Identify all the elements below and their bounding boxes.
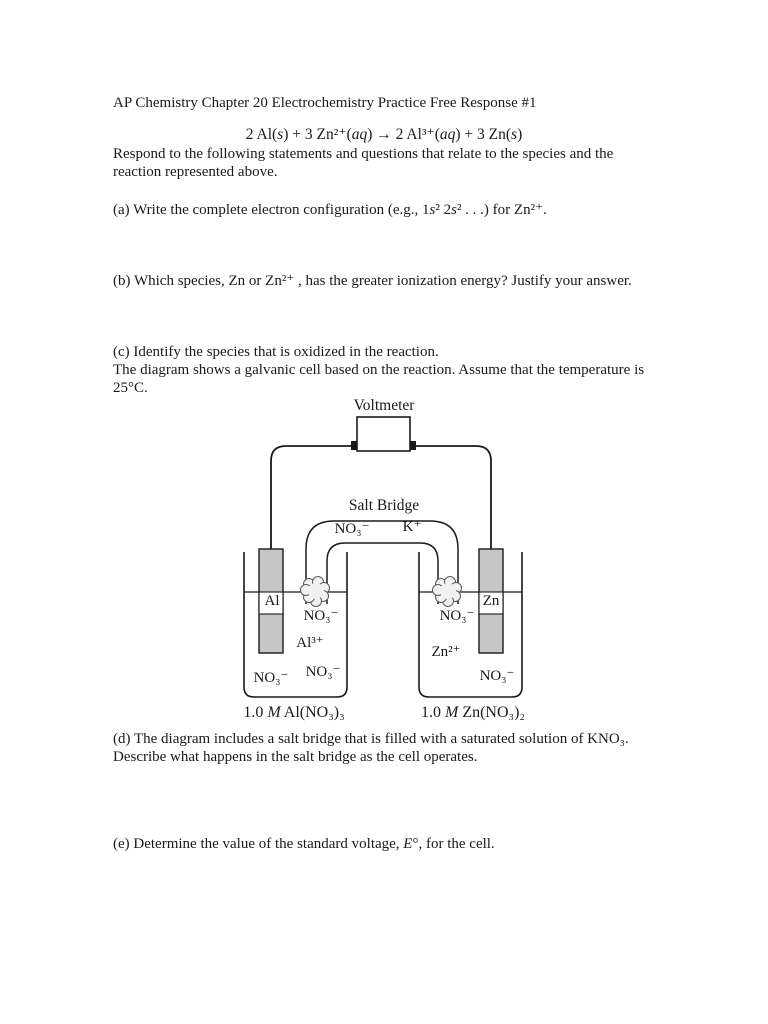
- electrode-al-label: Al: [264, 593, 280, 609]
- salt-bridge-label: Salt Bridge: [348, 497, 420, 514]
- wire-right: [415, 446, 491, 550]
- left-beaker-bottom-anion-label-1: NO₃⁻: [253, 670, 289, 686]
- left-beaker-bottom-anion-label-2: NO₃⁻: [305, 664, 341, 680]
- page-title: AP Chemistry Chapter 20 Electrochemistry Practice Free Response #1: [113, 95, 537, 111]
- voltmeter-label: Voltmeter: [353, 397, 415, 414]
- question-b: (b) Which species, Zn or Zn²⁺ , has the greater ionization energy? Justify your answer.: [113, 273, 632, 289]
- solution-label-left: 1.0 M Al(NO₃)₃: [243, 704, 345, 721]
- question-c-note-line-2: 25°C.: [113, 380, 148, 396]
- question-c: (c) Identify the species that is oxidized in the reaction.: [113, 344, 439, 360]
- bridge-anion-label: NO₃⁻: [334, 521, 370, 537]
- intro-line-2: reaction represented above.: [113, 164, 278, 180]
- question-d-line-1: (d) The diagram includes a salt bridge that is filled with a saturated solution of KNO₃.: [113, 731, 629, 747]
- question-e: (e) Determine the value of the standard voltage, E°, for the cell.: [113, 836, 495, 852]
- reaction-equation: 2 Al(s) + 3 Zn²⁺(aq) → 2 Al³⁺(aq) + 3 Zn(s): [245, 126, 523, 143]
- right-beaker-anion-label: NO₃⁻: [439, 608, 475, 624]
- salt-bridge-inner-tube: [327, 543, 438, 604]
- voltmeter-terminal-right: [410, 441, 416, 450]
- voltmeter-box: [357, 417, 410, 451]
- question-a: (a) Write the complete electron configuration (e.g., 1s² 2s² . . .) for Zn²⁺.: [113, 202, 547, 218]
- cotton-plug-left: [301, 577, 330, 607]
- right-beaker-bottom-anion-label: NO₃⁻: [479, 668, 515, 684]
- intro-line-1: Respond to the following statements and questions that relate to the species and the: [113, 146, 614, 162]
- left-beaker-anion-label: NO₃⁻: [303, 608, 339, 624]
- solution-label-right: 1.0 M Zn(NO₃)₂: [420, 704, 526, 721]
- right-beaker-cation-label: Zn²⁺: [431, 644, 461, 660]
- bridge-cation-label: K⁺: [402, 519, 422, 535]
- voltmeter-terminal-left: [351, 441, 357, 450]
- left-beaker-cation-label: Al³⁺: [296, 635, 324, 651]
- cotton-plug-right: [433, 577, 462, 607]
- question-c-note-line-1: The diagram shows a galvanic cell based on the reaction. Assume that the temperature is: [113, 362, 645, 378]
- question-d-line-2: Describe what happens in the salt bridge as the cell operates.: [113, 749, 478, 765]
- electrode-zn-label: Zn: [482, 593, 500, 609]
